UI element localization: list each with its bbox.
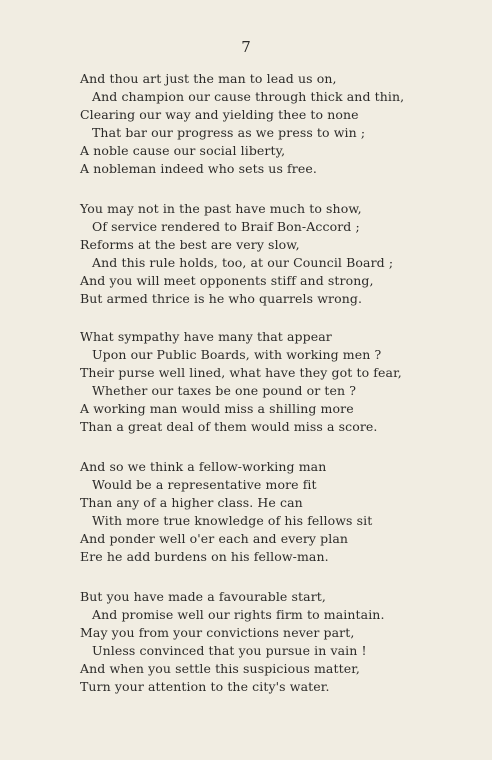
poem-line: Than any of a higher class. He can [80,495,303,510]
poem-stanza-4 [80,458,460,566]
poem-line: May you from your convictions never part, [80,625,355,640]
page-number: 7 [241,38,251,56]
poem-line: And champion our cause through thick and thin, [92,89,405,104]
poem-stanza-5 [80,588,460,696]
poem-line: What sympathy have many that appear [80,329,332,344]
poem-line: Than a great deal of them would miss a score. [80,419,378,434]
poem-line: A nobleman indeed who sets us free. [80,161,317,176]
poem-line: Of service rendered to Braif Bon-Accord ; [92,219,360,234]
poem-line: And this rule holds, too, at our Council Board ; [92,255,394,270]
poem-line: Would be a representative more fit [92,477,317,492]
poem-line: Turn your attention to the city's water. [80,679,330,694]
poem-line: And thou art just the man to lead us on, [80,71,337,86]
poem-line: But armed thrice is he who quarrels wrong. [80,291,363,306]
poem-line: And when you settle this suspicious matter, [80,661,360,676]
poem-line: But you have made a favourable start, [80,589,326,604]
poem-line: And so we think a fellow-working man [80,459,327,474]
poem-line: Ere he add burdens on his fellow-man. [80,549,329,564]
poem-line: That bar our progress as we press to win ; [92,125,366,140]
poem-line: You may not in the past have much to show, [80,201,362,216]
poem-line: And ponder well o'er each and every plan [80,531,349,546]
poem-line: A noble cause our social liberty, [80,143,286,158]
poem-line: And promise well our rights firm to maintain. [92,607,385,622]
poem-stanza-1 [80,70,460,178]
poem-line: With more true knowledge of his fellows sit [92,513,373,528]
poem-line: Their purse well lined, what have they got to fear, [80,365,402,380]
poem-line: Upon our Public Boards, with working men ? [92,347,382,362]
poem-line: Whether our taxes be one pound or ten ? [92,383,356,398]
poem-stanza-2 [80,200,460,308]
poem-line: A working man would miss a shilling more [80,401,354,416]
poem-stanza-3 [80,328,460,436]
poem-line: Clearing our way and yielding thee to none [80,107,359,122]
poem-line: And you will meet opponents stiff and strong, [80,273,374,288]
poem-line: Reforms at the best are very slow, [80,237,300,252]
poem-line: Unless convinced that you pursue in vain ! [92,643,367,658]
